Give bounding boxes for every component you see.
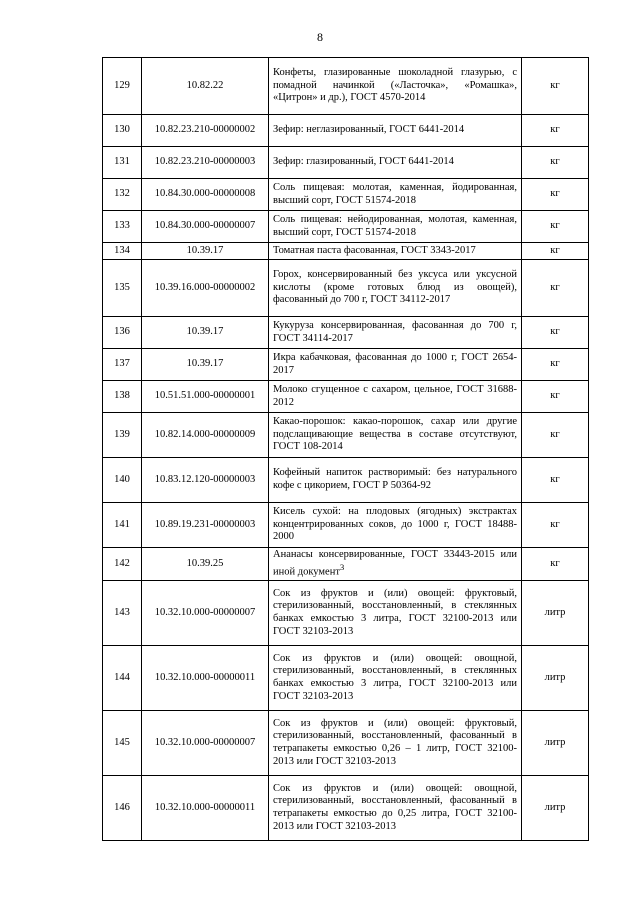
unit-of-measure: литр [522, 711, 589, 776]
unit-of-measure: кг [522, 260, 589, 317]
product-code: 10.89.19.231-00000003 [142, 503, 269, 548]
product-code: 10.39.25 [142, 548, 269, 581]
goods-table [102, 57, 589, 841]
row-number: 141 [103, 503, 142, 548]
product-name: Кукуруза консервированная, фасованная до 700 г, ГОСТ 34114-2017 [269, 317, 522, 349]
row-number: 130 [103, 115, 142, 147]
product-name: Конфеты, глазированные шоколадной глазурью, с помадной начинкой («Ласточка», «Ромашка», «Цитрон» и др.), ГОСТ 4570-2014 [269, 58, 522, 115]
page-number: 8 [317, 30, 323, 44]
product-code: 10.32.10.000-00000011 [142, 776, 269, 841]
row-number: 129 [103, 58, 142, 115]
product-code: 10.82.23.210-00000002 [142, 115, 269, 147]
product-name: Икра кабачковая, фасованная до 1000 г, ГОСТ 2654-2017 [269, 349, 522, 381]
unit-of-measure: кг [522, 458, 589, 503]
table-row [103, 260, 589, 317]
row-number: 145 [103, 711, 142, 776]
unit-of-measure: кг [522, 381, 589, 413]
unit-of-measure: литр [522, 776, 589, 841]
unit-of-measure: кг [522, 413, 589, 458]
row-number: 134 [103, 243, 142, 260]
row-number: 139 [103, 413, 142, 458]
unit-of-measure: кг [522, 179, 589, 211]
product-name: Кисель сухой: на плодовых (ягодных) экстрактах концентрированных соков, до 1000 г, ГОСТ 18488-2000 [269, 503, 522, 548]
product-name: Горох, консервированный без уксуса или уксусной кислоты (кроме готовых блюд из овощей), фасованный до 700 г, ГОСТ 34112-2017 [269, 260, 522, 317]
product-code: 10.51.51.000-00000001 [142, 381, 269, 413]
table-row [103, 548, 589, 581]
goods-table-body [103, 58, 589, 841]
product-name: Томатная паста фасованная, ГОСТ 3343-2017 [269, 243, 522, 260]
table-row [103, 646, 589, 711]
row-number: 143 [103, 581, 142, 646]
product-code: 10.39.17 [142, 243, 269, 260]
product-name: Соль пищевая: нейодированная, молотая, каменная, высший сорт, ГОСТ 51574-2018 [269, 211, 522, 243]
table-row [103, 776, 589, 841]
product-name: Соль пищевая: молотая, каменная, йодированная, высший сорт, ГОСТ 51574-2018 [269, 179, 522, 211]
table-row [103, 381, 589, 413]
table-row [103, 349, 589, 381]
unit-of-measure: кг [522, 503, 589, 548]
unit-of-measure: кг [522, 243, 589, 260]
table-row [103, 243, 589, 260]
unit-of-measure: кг [522, 349, 589, 381]
footnote-marker: 3 [339, 562, 345, 573]
product-code: 10.39.17 [142, 349, 269, 381]
table-row [103, 413, 589, 458]
unit-of-measure: кг [522, 115, 589, 147]
product-code: 10.84.30.000-00000008 [142, 179, 269, 211]
product-code: 10.83.12.120-00000003 [142, 458, 269, 503]
product-code: 10.82.23.210-00000003 [142, 147, 269, 179]
unit-of-measure: кг [522, 548, 589, 581]
table-row [103, 58, 589, 115]
row-number: 146 [103, 776, 142, 841]
product-name: Молоко сгущенное с сахаром, цельное, ГОСТ 31688-2012 [269, 381, 522, 413]
product-code: 10.39.17 [142, 317, 269, 349]
unit-of-measure: литр [522, 581, 589, 646]
row-number: 133 [103, 211, 142, 243]
row-number: 132 [103, 179, 142, 211]
product-code: 10.39.16.000-00000002 [142, 260, 269, 317]
unit-of-measure: кг [522, 147, 589, 179]
product-name [269, 548, 522, 581]
unit-of-measure: кг [522, 58, 589, 115]
row-number: 138 [103, 381, 142, 413]
unit-of-measure: кг [522, 317, 589, 349]
table-row [103, 147, 589, 179]
product-code: 10.32.10.000-00000011 [142, 646, 269, 711]
product-code: 10.32.10.000-00000007 [142, 581, 269, 646]
row-number: 131 [103, 147, 142, 179]
row-number: 135 [103, 260, 142, 317]
table-row [103, 211, 589, 243]
table-row [103, 503, 589, 548]
unit-of-measure: кг [522, 211, 589, 243]
row-number: 140 [103, 458, 142, 503]
product-code: 10.82.22 [142, 58, 269, 115]
product-name: Сок из фруктов и (или) овощей: фруктовый, стерилизованный, восстановленный, в стеклянных банках емкостью 3 литра, ГОСТ 32100-2013 или ГОСТ 32103-2013 [269, 581, 522, 646]
table-row [103, 458, 589, 503]
product-name: Зефир: глазированный, ГОСТ 6441-2014 [269, 147, 522, 179]
table-row [103, 711, 589, 776]
table-row [103, 115, 589, 147]
product-name: Сок из фруктов и (или) овощей: фруктовый, стерилизованный, восстановленный, фасованный в тетрапакеты емкостью 0,26 – 1 литр, ГОСТ 32100-2013 или ГОСТ 32103-2013 [269, 711, 522, 776]
row-number: 142 [103, 548, 142, 581]
product-name: Зефир: неглазированный, ГОСТ 6441-2014 [269, 115, 522, 147]
product-code: 10.32.10.000-00000007 [142, 711, 269, 776]
table-row [103, 317, 589, 349]
product-name: Кофейный напиток растворимый: без натурального кофе с цикорием, ГОСТ Р 50364-92 [269, 458, 522, 503]
product-name-text: Ананасы консервированные, ГОСТ 33443-2015 или иной документ [273, 548, 517, 578]
product-name: Какао-порошок: какао-порошок, сахар или другие подслащивающие вещества в составе отсутствуют, ГОСТ 108-2014 [269, 413, 522, 458]
product-name: Сок из фруктов и (или) овощей: овощной, стерилизованный, восстановленный, фасованный в тетрапакеты емкостью до 0,25 литра, ГОСТ 32100-2013 или ГОСТ 32103-2013 [269, 776, 522, 841]
unit-of-measure: литр [522, 646, 589, 711]
product-code: 10.84.30.000-00000007 [142, 211, 269, 243]
product-name: Сок из фруктов и (или) овощей: овощной, стерилизованный, восстановленный, в стеклянных банках емкостью 3 литра, ГОСТ 32100-2013 или ГОСТ 32103-2013 [269, 646, 522, 711]
table-row [103, 179, 589, 211]
row-number: 144 [103, 646, 142, 711]
row-number: 137 [103, 349, 142, 381]
table-row [103, 581, 589, 646]
product-code: 10.82.14.000-00000009 [142, 413, 269, 458]
row-number: 136 [103, 317, 142, 349]
